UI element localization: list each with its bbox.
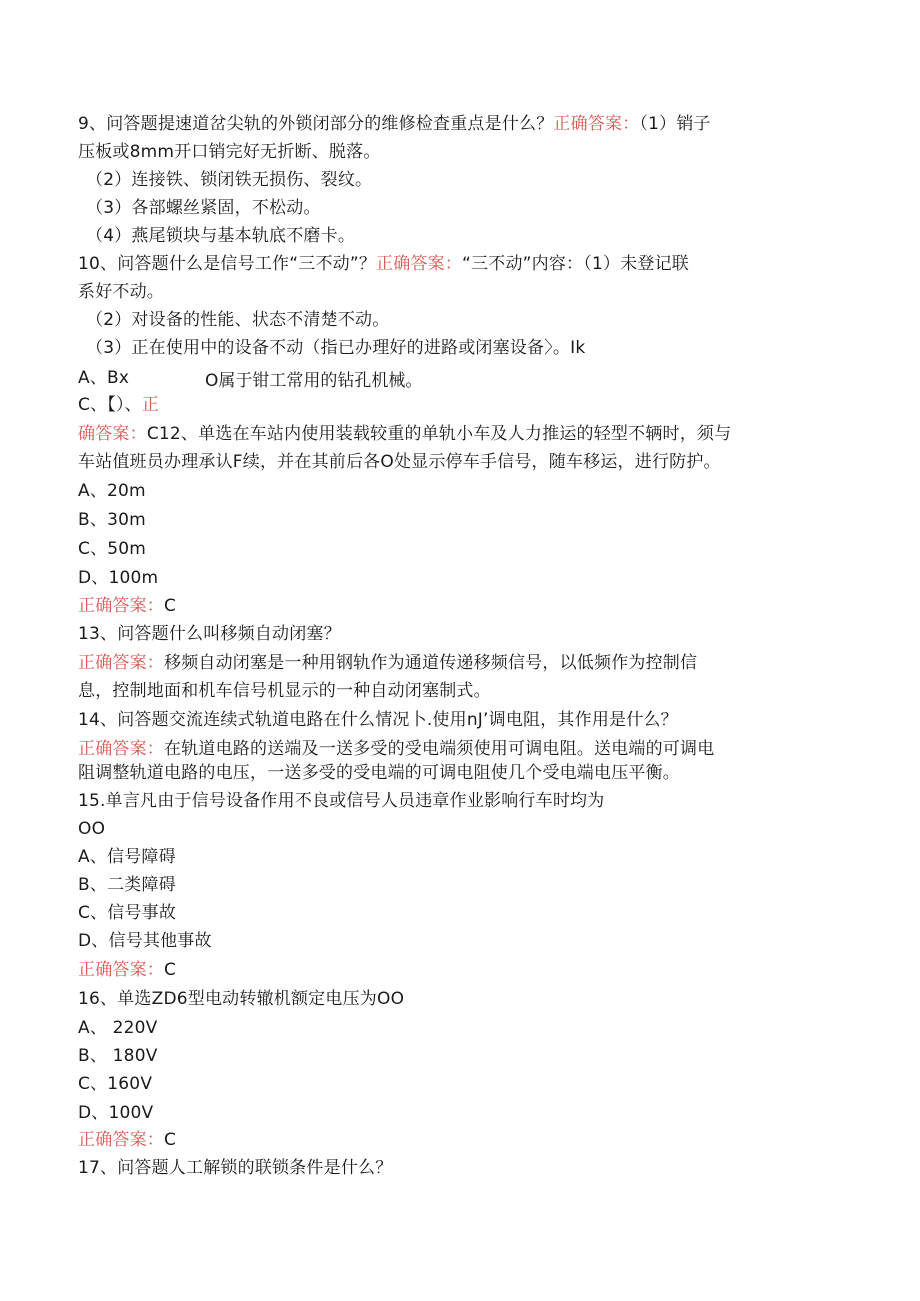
q16-option-c: C、160V [78, 1074, 153, 1094]
q15-option-b: B、二类障碍 [78, 875, 176, 895]
fragment-a-tail: O属于钳工常用的钻孔机械。 [205, 371, 423, 391]
q12-option-a: A、20m [78, 481, 146, 501]
question-9-line2: 压板或8mm开口销完好无折断、脱落。 [78, 142, 381, 162]
q16-option-d: D、100V [78, 1103, 154, 1123]
question-14: 14、问答题交流连续式轨道电路在什么情况卜.使用nJ’调电阻，其作用是什么？ [78, 710, 678, 730]
q16-answer: 正确答案：C [78, 1130, 177, 1150]
question-10-line2: 系好不动。 [78, 282, 164, 302]
q13-answer: 正确答案：移频自动闭塞是一种用钢轨作为通道传递移频信号，以低频作为控制信 [78, 653, 698, 673]
q15-answer: 正确答案：C [78, 960, 177, 980]
q12-answer: 正确答案：C [78, 596, 177, 616]
q12-option-c: C、50m [78, 539, 147, 559]
q15-option-c: C、信号事故 [78, 903, 177, 923]
q14-answer-line2: 阻调整轨道电路的电压，一送多受的受电端的可调电阻使几个受电端电压平衡。 [78, 763, 680, 783]
q16-option-a: A、 220V [78, 1018, 158, 1038]
q15-option-a: A、信号障碍 [78, 847, 176, 867]
q9-item-4: （4）燕尾锁块与基本轨底不磨卡。 [86, 226, 356, 246]
q15-option-d: D、信号其他事故 [78, 931, 212, 951]
question-13: 13、问答题什么叫移频自动闭塞？ [78, 624, 341, 644]
q12-option-b: B、30m [78, 510, 146, 530]
answer-label: 正确答案： [553, 114, 640, 134]
question-10: 10、问答题什么是信号工作“三不动”？正确答案：“三不动”内容：（1）未登记联 [78, 254, 689, 274]
q9-item-2: （2）连接铁、锁闭铁无损伤、裂纹。 [86, 170, 373, 190]
question-12-line2: 车站值班员办理承认F续，并在其前后各O处显示停车手信号，随车移运，进行防护。 [78, 452, 721, 472]
q12-option-d: D、100m [78, 568, 159, 588]
question-17: 17、问答题人工解锁的联锁条件是什么？ [78, 1158, 393, 1178]
fragment-c: C、【）、正 [78, 395, 160, 415]
question-9: 9、问答题提速道岔尖轨的外锁闭部分的维修检査重点是什么？正确答案：（1）销子 [78, 114, 711, 134]
q14-answer: 正确答案：在轨道电路的送端及一送多受的受电端须使用可调电阻。送电端的可调电 [78, 739, 715, 759]
q16-option-b: B、 180V [78, 1046, 158, 1066]
answer-label: 确答案： [78, 424, 147, 444]
answer-label: 正确答案： [376, 254, 463, 274]
fragment-a: A、Bx [78, 368, 130, 388]
q10-item-2: （2）对设备的性能、状态不清楚不动。 [86, 310, 390, 330]
question-15: 15.单言凡由于信号设备作用不良或信号人员违章作业影响行车时均为 [78, 791, 605, 811]
question-16: 16、单选ZD6型电动转辙机额定电压为OO [78, 989, 405, 1009]
q13-answer-line2: 息，控制地面和机车信号机显示的一种自动闭塞制式。 [78, 681, 491, 701]
q9-item-3: （3）各部螺丝紧固，不松动。 [86, 198, 321, 218]
question-12: 确答案：C12、单选在车站内使用装载较重的单轨小车及人力推运的轻型不辆时，须与 [78, 424, 732, 444]
q10-item-3: （3）正在使用中的设备不动（指已办理好的进路或闭塞设备〉。Ik [86, 338, 586, 358]
question-15-line2: OO [78, 819, 106, 839]
